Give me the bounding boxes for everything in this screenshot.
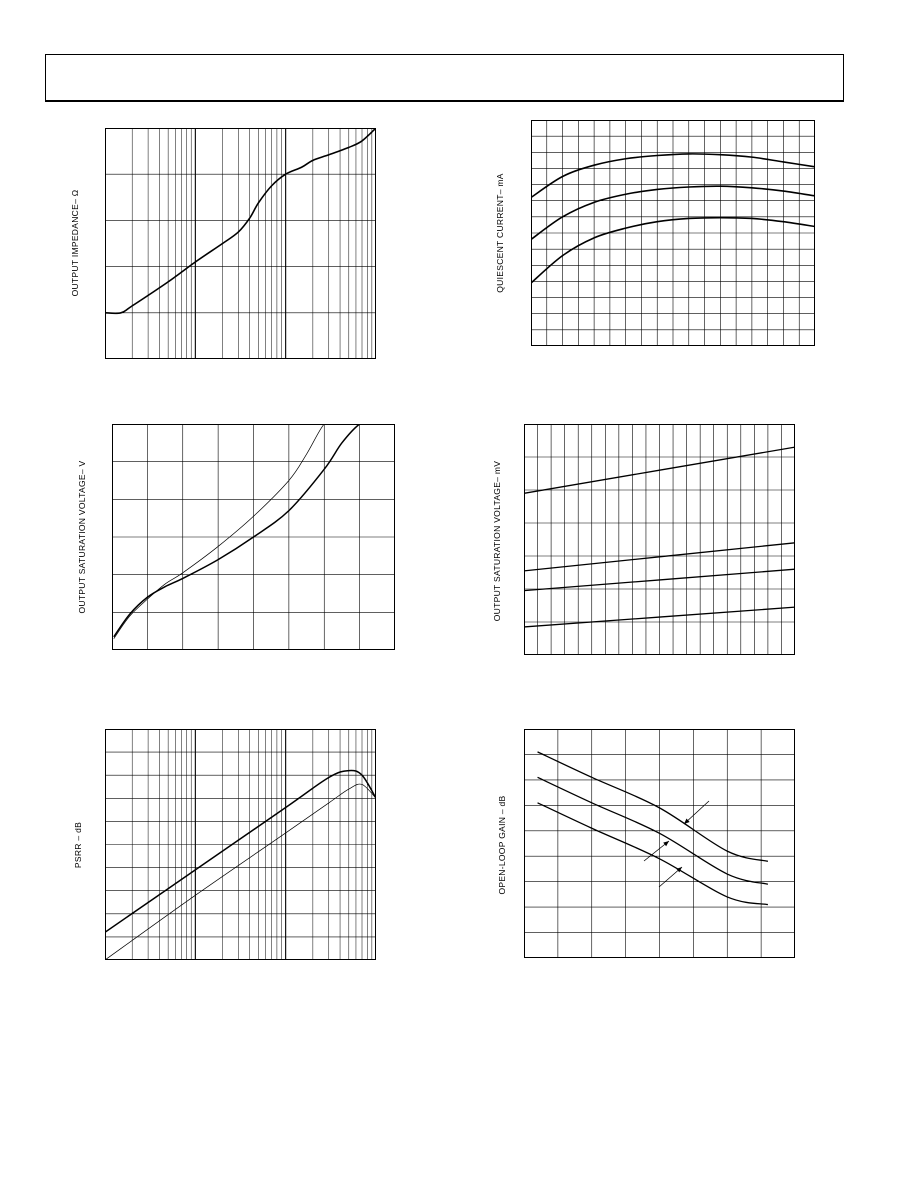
- quiescent-current-chart: [531, 120, 815, 346]
- plot-frame: [106, 129, 376, 359]
- open-loop-gain-ylabel: OPEN-LOOP GAIN – dB: [497, 795, 507, 895]
- quiescent-current-ylabel: QUIESCENT CURRENT– mA: [495, 173, 505, 293]
- grid: [524, 729, 795, 958]
- output-saturation-voltage-mv-ylabel: OUTPUT SATURATION VOLTAGE– mV: [492, 460, 502, 622]
- series-2-line: [114, 422, 335, 639]
- grid: [524, 424, 795, 655]
- series-2-line: [105, 784, 376, 960]
- psrr-chart: [105, 729, 376, 960]
- output-impedance-ylabel: OUTPUT IMPEDANCE– Ω: [70, 189, 80, 297]
- annotation-arrows: [644, 801, 709, 887]
- page-header-box: [45, 54, 844, 102]
- output-saturation-voltage-v-chart: [112, 424, 395, 650]
- series-1-line: [114, 423, 367, 637]
- grid: [105, 729, 376, 960]
- output-saturation-voltage-v-ylabel: OUTPUT SATURATION VOLTAGE– V: [77, 460, 87, 614]
- grid: [105, 128, 376, 359]
- output-impedance-chart: [105, 128, 376, 359]
- arrow-head: [663, 841, 669, 846]
- open-loop-gain-chart: [524, 729, 795, 958]
- output-saturation-voltage-mv-chart: [524, 424, 795, 655]
- psrr-ylabel: PSRR – dB: [73, 821, 83, 869]
- series-1-line: [105, 770, 376, 932]
- series-1-line: [538, 752, 768, 861]
